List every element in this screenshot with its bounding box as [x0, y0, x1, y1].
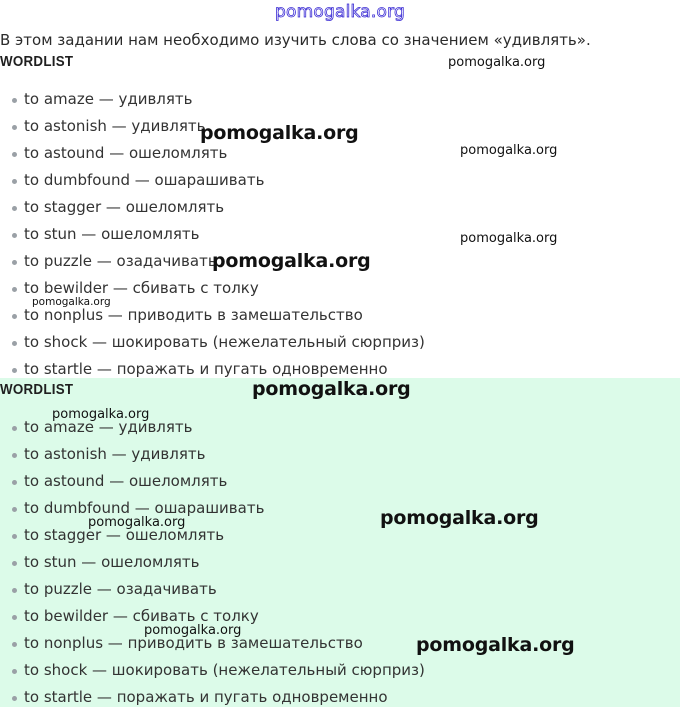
list-item: to puzzle — озадачивать — [0, 576, 425, 603]
list-item: to astonish — удивлять — [0, 113, 425, 140]
list-item: to amaze — удивлять — [0, 414, 425, 441]
wordlist-section-highlighted — [0, 378, 680, 707]
watermark: pomogalka.org — [32, 296, 111, 308]
watermark: pomogalka.org — [460, 143, 558, 158]
watermark: pomogalka.org — [460, 231, 558, 246]
list-item: to startle — поражать и пугать одновременно — [0, 356, 425, 383]
list-item: to bewilder — сбивать с толку — [0, 603, 425, 630]
watermark: pomogalka.org — [52, 407, 150, 422]
list-item: to stun — ошеломлять — [0, 549, 425, 576]
word-list — [0, 414, 425, 711]
watermark: pomogalka.org — [252, 378, 411, 400]
site-logo[interactable]: pomogalka.org — [275, 2, 405, 22]
wordlist-section — [0, 50, 680, 378]
list-item: to astound — ошеломлять — [0, 140, 425, 167]
list-item: to astound — ошеломлять — [0, 468, 425, 495]
list-item: to shock — шокировать (нежелательный сюрприз) — [0, 329, 425, 356]
list-item: to dumbfound — ошарашивать — [0, 167, 425, 194]
watermark: pomogalka.org — [448, 55, 546, 70]
list-item: to startle — поражать и пугать одновременно — [0, 684, 425, 711]
watermark: pomogalka.org — [144, 623, 242, 638]
watermark: pomogalka.org — [416, 634, 575, 656]
list-item: to amaze — удивлять — [0, 86, 425, 113]
watermark: pomogalka.org — [200, 122, 359, 144]
watermark: pomogalka.org — [380, 507, 539, 529]
list-item: to stun — ошеломлять — [0, 221, 425, 248]
list-item: to dumbfound — ошарашивать — [0, 495, 425, 522]
watermark: pomogalka.org — [212, 250, 371, 272]
list-item: to puzzle — озадачивать — [0, 248, 425, 275]
wordlist-heading: WORDLIST — [0, 54, 74, 70]
list-item: to stagger — ошеломлять — [0, 522, 425, 549]
list-item: to stagger — ошеломлять — [0, 194, 425, 221]
list-item: to shock — шокировать (нежелательный сюрприз) — [0, 657, 425, 684]
list-item: to astonish — удивлять — [0, 441, 425, 468]
list-item: to nonplus — приводить в замешательство — [0, 630, 425, 657]
intro-text: В этом задании нам необходимо изучить слова со значением «удивлять». — [0, 31, 591, 49]
watermark: pomogalka.org — [88, 515, 186, 530]
list-item: to nonplus — приводить в замешательство — [0, 302, 425, 329]
list-item: to bewilder — сбивать с толку — [0, 275, 425, 302]
wordlist-heading: WORDLIST — [0, 382, 74, 398]
